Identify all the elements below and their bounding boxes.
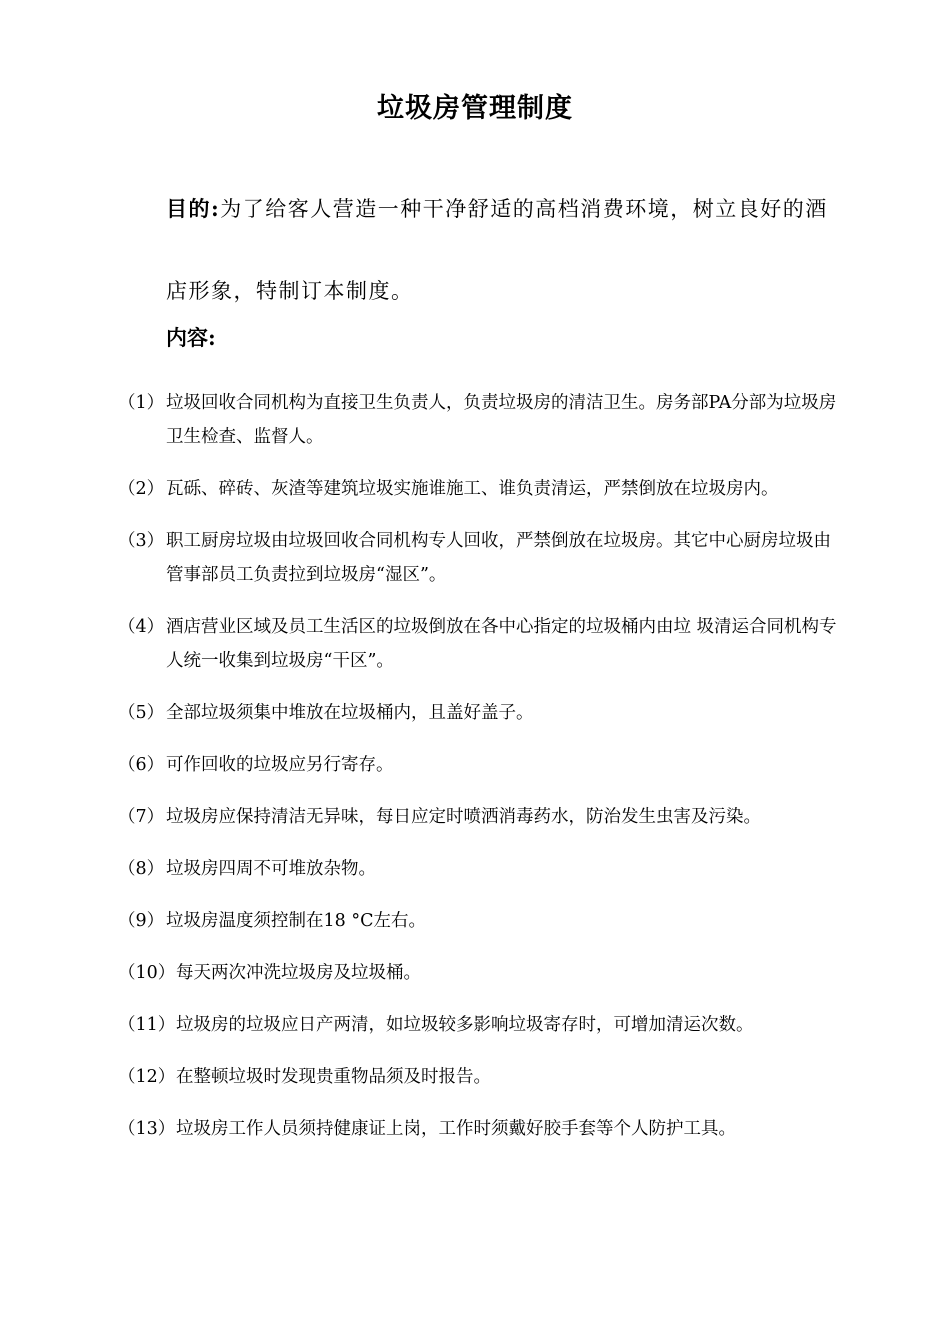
rule-text: 垃圾回收合同机构为直接卫生负责人，负责垃圾房的清洁卫生。房务部PA分部为垃圾房卫生检查、监督人。 bbox=[166, 393, 837, 447]
document-title: 垃圾房管理制度 bbox=[377, 93, 573, 124]
purpose-text: 为了给客人营造一种干净舒适的高档消费环境，树立良好的酒店形象，特制订本制度。 bbox=[166, 197, 828, 303]
rule-text: 垃圾房四周不可堆放杂物。 bbox=[166, 859, 376, 879]
rule-item-12 bbox=[118, 1060, 848, 1094]
rule-number: （2） bbox=[118, 479, 165, 499]
rule-item-2 bbox=[118, 472, 848, 506]
rule-text: 瓦砾、碎砖、灰渣等建筑垃圾实施谁施工、谁负责清运，严禁倒放在垃圾房内。 bbox=[166, 479, 779, 499]
rule-text: 垃圾房温度须控制在18 °C左右。 bbox=[166, 911, 426, 931]
rule-text: 垃圾房应保持清洁无异味，每日应定时喷洒消毒药水，防治发生虫害及污染。 bbox=[166, 807, 761, 827]
rule-item-9 bbox=[118, 904, 848, 938]
rule-list bbox=[118, 386, 848, 1164]
rule-number: （4） bbox=[118, 617, 165, 637]
rule-number: （5） bbox=[118, 703, 165, 723]
purpose-paragraph bbox=[166, 168, 846, 332]
rule-item-10 bbox=[118, 956, 848, 990]
rule-number: （1） bbox=[118, 393, 165, 413]
rule-text: 垃圾房的垃圾应日产两清，如垃圾较多影响垃圾寄存时，可增加清运次数。 bbox=[176, 1015, 754, 1035]
rule-item-6 bbox=[118, 748, 848, 782]
rule-number: （7） bbox=[118, 807, 165, 827]
rule-text: 在整顿垃圾时发现贵重物品须及时报告。 bbox=[176, 1067, 491, 1087]
rule-number: （9） bbox=[118, 911, 165, 931]
rule-number: （10） bbox=[118, 963, 176, 983]
rule-number: （8） bbox=[118, 859, 165, 879]
rule-item-4 bbox=[118, 610, 848, 678]
rule-number: （6） bbox=[118, 755, 165, 775]
rule-item-8 bbox=[118, 852, 848, 886]
rule-item-5 bbox=[118, 696, 848, 730]
purpose-label: 目的: bbox=[166, 196, 221, 221]
rule-text: 垃圾房工作人员须持健康证上岗，工作时须戴好胶手套等个人防护工具。 bbox=[176, 1119, 736, 1139]
content-label: 内容: bbox=[166, 325, 216, 350]
rule-item-1 bbox=[118, 386, 848, 454]
rule-text: 每天两次冲洗垃圾房及垃圾桶。 bbox=[176, 963, 421, 983]
rule-text: 全部垃圾须集中堆放在垃圾桶内，且盖好盖子。 bbox=[166, 703, 534, 723]
rule-text: 可作回收的垃圾应另行寄存。 bbox=[166, 755, 394, 775]
rule-item-3 bbox=[118, 524, 848, 592]
rule-text: 职工厨房垃圾由垃圾回收合同机构专人回收，严禁倒放在垃圾房。其它中心厨房垃圾由管事部员工负责拉到垃圾房“湿区”。 bbox=[166, 531, 831, 585]
rule-number: （13） bbox=[118, 1119, 176, 1139]
rule-text: 酒店营业区域及员工生活区的垃圾倒放在各中心指定的垃圾桶内由垃 圾清运合同机构专人统一收集到垃圾房“干区”。 bbox=[166, 617, 837, 671]
rule-number: （11） bbox=[118, 1015, 176, 1035]
rule-item-13 bbox=[118, 1112, 848, 1146]
rule-item-7 bbox=[118, 800, 848, 834]
rule-number: （3） bbox=[118, 531, 165, 551]
rule-item-11 bbox=[118, 1008, 848, 1042]
rule-number: （12） bbox=[118, 1067, 176, 1087]
